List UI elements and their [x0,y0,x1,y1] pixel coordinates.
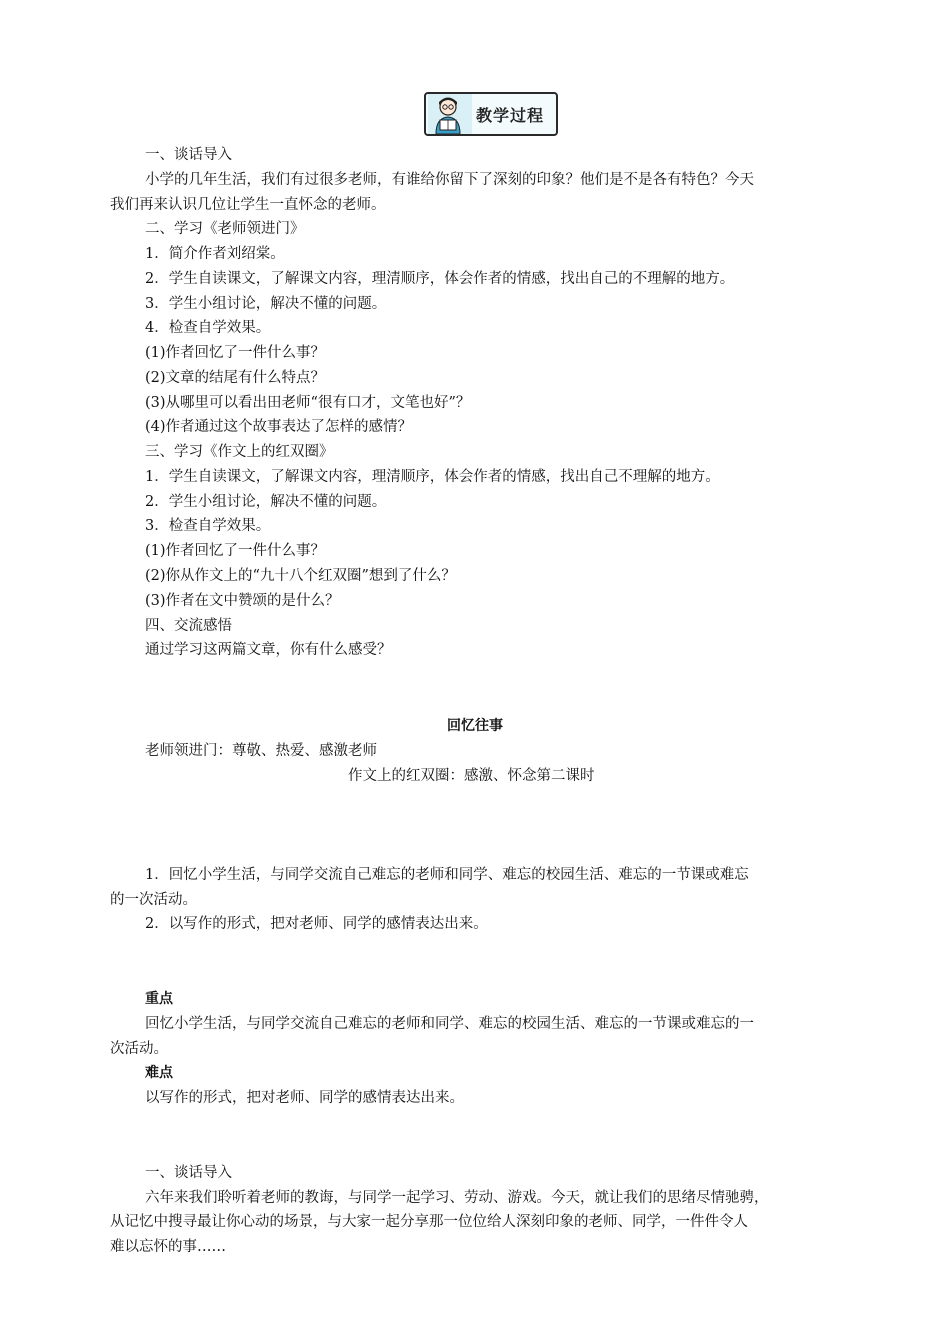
paragraph-line: 六年来我们聆听着老师的教诲，与同学一起学习、劳动、游戏。今天，就让我们的思绪尽情驰骋， [145,1190,769,1206]
key-point-heading: 重点 [145,991,173,1007]
question-item: (1)作者回忆了一件什么事？ [145,543,326,559]
list-item: 1．简介作者刘绍棠。 [145,246,285,262]
list-item: 3．学生小组讨论，解决不懂的问题。 [145,296,387,312]
question-item: (3)从哪里可以看出田老师“很有口才，文笔也好”？ [145,395,471,411]
paragraph-line: 从记忆中搜寻最让你心动的场景，与大家一起分享那一位位给人深刻印象的老师、同学，一件件令人 [110,1214,748,1230]
list-item: 2．学生小组讨论，解决不懂的问题。 [145,494,387,510]
board-line: 老师领进门：尊敬、热爱、感激老师 [145,743,377,759]
board-line: 作文上的红双圈：感激、怀念第二课时 [348,768,595,784]
list-item: 4．检查自学效果。 [145,320,271,336]
question-item: (2)文章的结尾有什么特点？ [145,370,326,386]
teacher-reading-icon [428,94,472,134]
objective-item: 1．回忆小学生活，与同学交流自己难忘的老师和同学、难忘的校园生活、难忘的一节课或难忘 [145,867,749,883]
paragraph-line: 通过学习这两篇文章，你有什么感受？ [145,642,392,658]
heading-lesson-2: 三、学习《作文上的红双圈》 [145,444,334,460]
list-item: 1．学生自读课文，了解课文内容，理清顺序，体会作者的情感，找出自己不理解的地方。 [145,469,720,485]
question-item: (1)作者回忆了一件什么事？ [145,345,326,361]
heading-lesson-1: 二、学习《老师领进门》 [145,221,305,237]
paragraph-line: 回忆小学生活，与同学交流自己难忘的老师和同学、难忘的校园生活、难忘的一节课或难忘的一 [145,1016,754,1032]
question-item: (3)作者在文中赞颂的是什么？ [145,593,340,609]
heading-intro-2: 一、谈话导入 [145,1165,232,1181]
heading-exchange: 四、交流感悟 [145,618,232,634]
section-badge-label: 教学过程 [476,105,545,125]
paragraph-line: 次活动。 [110,1041,168,1057]
list-item: 3．检查自学效果。 [145,518,271,534]
question-item: (4)作者通过这个故事表达了怎样的感情？ [145,419,413,435]
heading-intro: 一、谈话导入 [145,147,232,163]
difficulty-heading: 难点 [145,1065,173,1081]
section-badge [424,92,558,136]
paragraph-line: 小学的几年生活，我们有过很多老师，有谁给你留下了深刻的印象？他们是不是各有特色？今天 [145,172,754,188]
objective-item: 2．以写作的形式，把对老师、同学的感情表达出来。 [145,916,488,932]
question-item: (2)你从作文上的“九十八个红双圈”想到了什么？ [145,568,456,584]
paragraph-line: 我们再来认识几位让学生一直怀念的老师。 [110,197,386,213]
paragraph-line: 难以忘怀的事…… [110,1239,226,1255]
paragraph-line: 以写作的形式，把对老师、同学的感情表达出来。 [145,1090,464,1106]
board-title: 回忆往事 [447,718,503,734]
list-item: 2．学生自读课文，了解课文内容，理清顺序，体会作者的情感，找出自己的不理解的地方。 [145,271,735,287]
objective-item: 的一次活动。 [110,892,197,908]
